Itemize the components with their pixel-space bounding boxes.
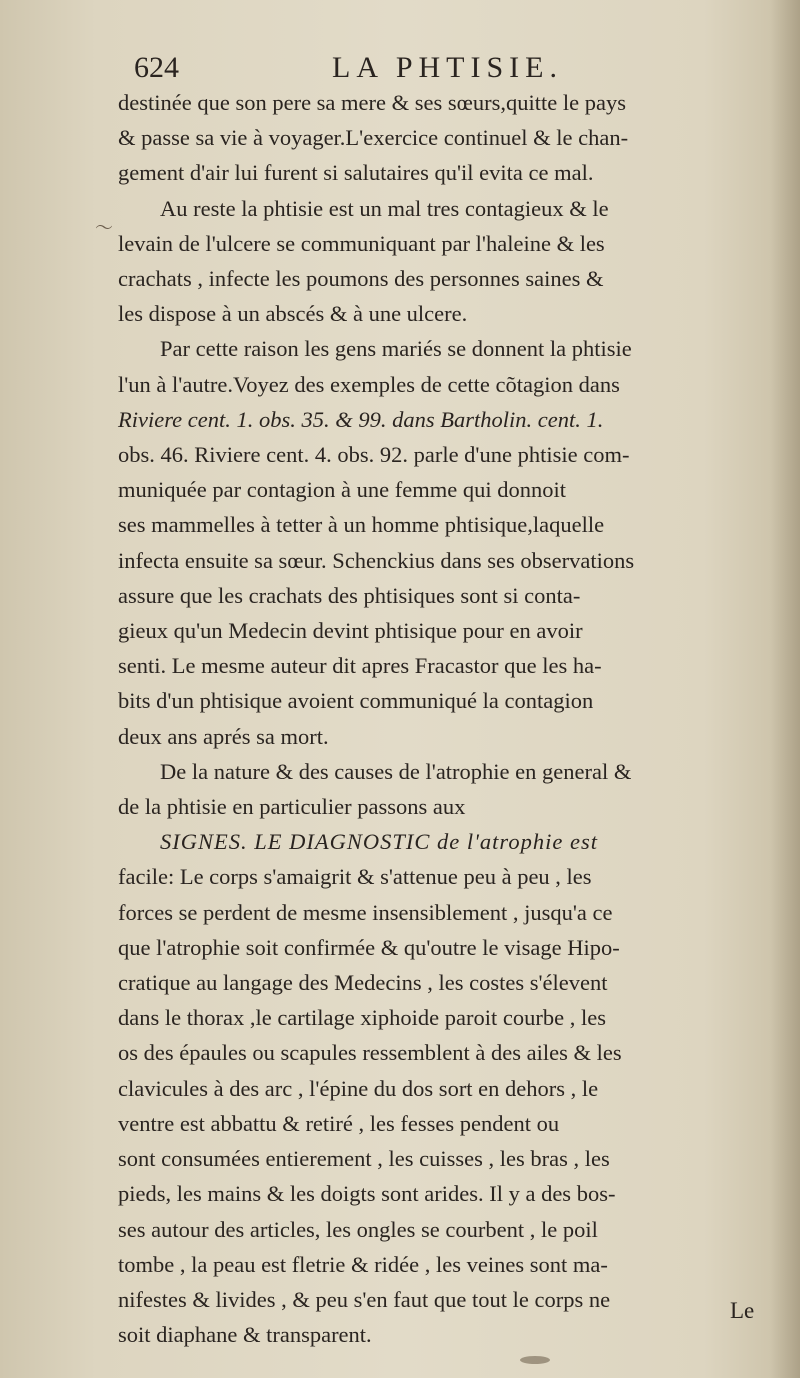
text-line: ses autour des articles, les ongles se courbent , le poil [118, 1216, 598, 1242]
text-line: clavicules à des arc , l'épine du dos sort en dehors , le [118, 1075, 599, 1101]
text-line: facile: Le corps s'amaigrit & s'attenue peu à peu , les [118, 864, 592, 890]
margin-mark-icon: 〜 [95, 218, 113, 239]
text-line: gieux qu'un Medecin devint phtisique pour en avoir [118, 618, 583, 644]
text-line: muniquée par contagion à une femme qui donnoit [118, 477, 567, 503]
text-line: soit diaphane & transparent. [118, 1322, 372, 1348]
text-line: Riviere cent. 1. obs. 35. & 99. dans Bartholin. cent. 1. [118, 406, 604, 432]
section-heading-line: SIGNES. LE DIAGNOSTIC de l'atrophie est [160, 829, 598, 855]
text-line: bits d'un phtisique avoient communiqué la contagion [118, 688, 594, 714]
catchword: Le [730, 1298, 755, 1323]
page-number: 624 [134, 51, 179, 84]
paragraph-3 [118, 331, 768, 753]
ink-smudge [520, 1356, 550, 1364]
text-line: os des épaules ou scapules ressemblent à des ailes & les [118, 1040, 622, 1066]
paragraph-1 [118, 85, 768, 191]
text-line: gement d'air lui furent si salutaires qu'il evita ce mal. [118, 160, 594, 186]
page-edge-shadow [770, 0, 800, 1378]
text-line: assure que les crachats des phtisiques sont si conta- [118, 582, 581, 608]
text-line: Par cette raison les gens mariés se donnent la phtisie [160, 336, 632, 362]
text-line: crachats , infecte les poumons des personnes saines & [118, 266, 604, 292]
text-line: cratique au langage des Medecins , les costes s'élevent [118, 970, 608, 996]
text-line: ses mammelles à tetter à un homme phtisique,laquelle [118, 512, 605, 538]
text-line: deux ans aprés sa mort. [118, 723, 329, 749]
text-line: tombe , la peau est fletrie & ridée , les veines sont ma- [118, 1251, 608, 1277]
text-line: sont consumées entierement , les cuisses , les bras , les [118, 1146, 610, 1172]
text-line: nifestes & livides , & peu s'en faut que tout le corps ne [118, 1286, 611, 1312]
text-line: que l'atrophie soit confirmée & qu'outre le visage Hipo- [118, 934, 620, 960]
text-line: pieds, les mains & les doigts sont arides. Il y a des bos- [118, 1181, 616, 1207]
text-line: obs. 46. Riviere cent. 4. obs. 92. parle d'une phtisie com- [118, 442, 630, 468]
text-line: destinée que son pere sa mere & ses sœurs,quitte le pays [118, 90, 626, 115]
text-line: infecta ensuite sa sœur. Schenckius dans ses observations [118, 547, 635, 573]
text-line: les dispose à un abscés & à une ulcere. [118, 301, 468, 327]
page-header [134, 48, 774, 88]
paragraph-5 [118, 824, 768, 1352]
text-line: dans le thorax ,le cartilage xiphoide paroit courbe , les [118, 1005, 606, 1031]
paragraph-4 [118, 754, 768, 824]
text-line: ventre est abbattu & retiré , les fesses pendent ou [118, 1110, 560, 1136]
text-line: l'un à l'autre.Voyez des exemples de cette cõtagion dans [118, 371, 620, 397]
running-title: LA PHTISIE. [332, 51, 563, 84]
text-line: & passe sa vie à voyager.L'exercice continuel & le chan- [118, 125, 629, 151]
text-line: forces se perdent de mesme insensiblement , jusqu'a ce [118, 899, 613, 925]
text-line: senti. Le mesme auteur dit apres Fracastor que les ha- [118, 653, 602, 679]
text-line: Au reste la phtisie est un mal tres contagieux & le [160, 195, 609, 221]
text-line: De la nature & des causes de l'atrophie en general & [160, 758, 632, 784]
text-line: levain de l'ulcere se communiquant par l'haleine & les [118, 230, 605, 256]
paragraph-2 [118, 191, 768, 332]
text-line: de la phtisie en particulier passons aux [118, 794, 466, 820]
body-text [118, 85, 768, 1352]
